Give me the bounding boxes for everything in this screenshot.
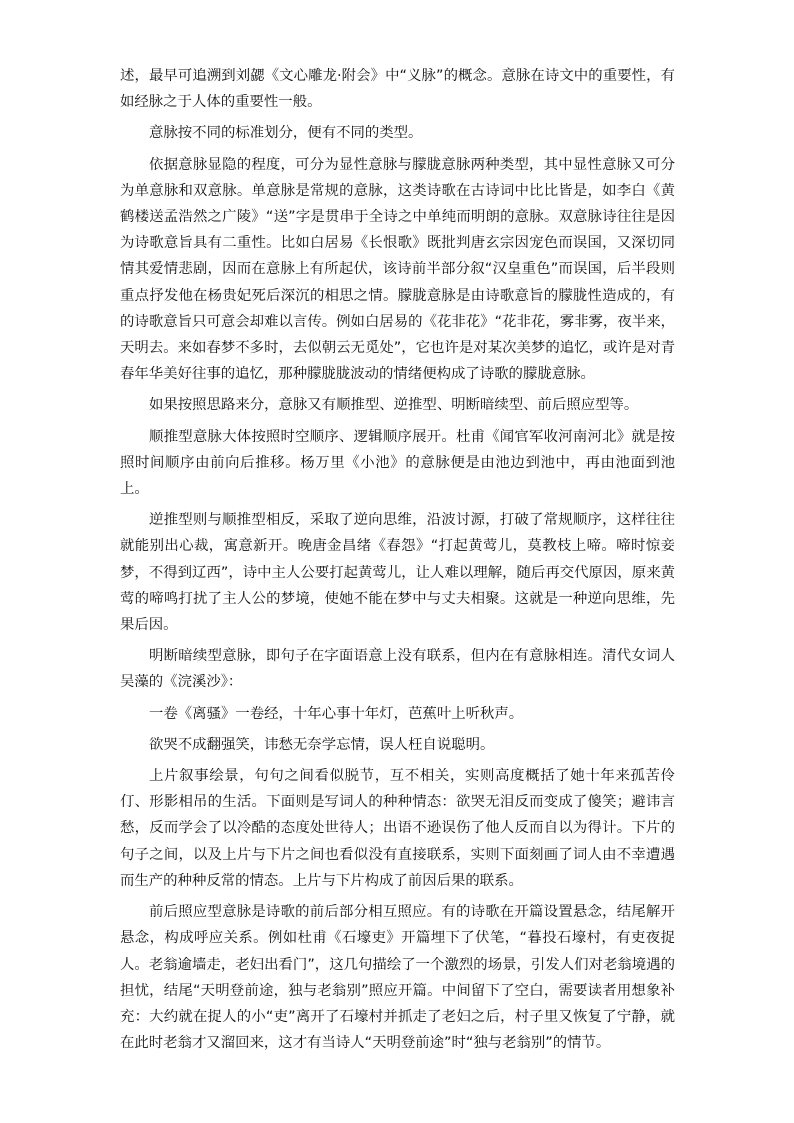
paragraph-echo-type: 前后照应型意脉是诗歌的前后部分相互照应。有的诗歌在开篇设置悬念，结尾解开悬念，构成呼应关系。例如杜甫《石壕吏》开篇埋下了伏笔，“暮投石壕村，有吏夜捉人。老翁逾墙走，老妇出看门”，这几句描绘了一个激烈的场景，引发人们对老翁境遇的担忧，结尾“天明登前途，独与老翁别”照应开篇。中间留下了空白，需要读者用想象补充：大约就在捉人的小“吏”离开了石壕村并抓走了老妇之后，村子里又恢复了宁静，就在此时老翁才又溜回来，这才有当诗人“天明登前途”时“独与老翁别”的情节。: [120, 904, 675, 1052]
article-body: [120, 63, 675, 1061]
paragraph-continuation: 述，最早可追溯到刘勰《文心雕龙·附会》中“义脉”的概念。意脉在诗文中的重要性，有如经脉之于人体的重要性一般。: [120, 68, 675, 111]
paragraph-types-intro: 意脉按不同的标准划分，便有不同的类型。: [149, 125, 423, 142]
paragraph-reverse-type: 逆推型则与顺推型相反，采取了逆向思维，沿波讨源，打破了常规顺序，这样往往就能别出心裁，寓意新开。晚唐金昌绪《春怨》“打起黄莺儿，莫教枝上啼。啼时惊妾梦，不得到辽西”，诗中主人公要打起黄莺儿，让人难以理解，随后再交代原因，原来黄莺的啼鸣打扰了主人公的梦境，使她不能在梦中与丈夫相聚。这就是一种逆向思维，先果后因。: [120, 512, 675, 634]
paragraph-forward-type: 顺推型意脉大体按照时空顺序、逻辑顺序展开。杜甫《闻官军收河南河北》就是按照时间顺序由前向后推移。杨万里《小池》的意脉便是由池边到池中，再由池面到池上。: [120, 428, 675, 498]
paragraph-broken-continuous-type: 明断暗续型意脉，即句子在字面语意上没有联系，但内在有意脉相连。清代女词人吴藻的《浣溪沙》：: [120, 648, 675, 691]
paragraph-by-thought: 如果按照思路来分，意脉又有顺推型、逆推型、明断暗续型、前后照应型等。: [149, 397, 639, 414]
paragraph-explicit-vague: 依据意脉显隐的程度，可分为显性意脉与朦胧意脉两种类型，其中显性意脉又可分为单意脉和双意脉。单意脉是常规的意脉，这类诗歌在古诗词中比比皆是，如李白《黄鹤楼送孟浩然之广陵》“送”字是贯串于全诗之中单纯而明朗的意脉。双意脉诗往往是因为诗歌意旨具有二重性。比如白居易《长恨歌》既批判唐玄宗因宠色而误国，又深切同情其爱情悲剧，因而在意脉上有所起伏，该诗前半部分叙“汉皇重色”而误国，后半段则重点抒发他在杨贵妃死后深沉的相思之情。朦胧意脉是由诗歌意旨的朦胧性造成的，有的诗歌意旨只可意会却难以言传。例如白居易的《花非花》“花非花，雾非雾，夜半来，天明去。来如春梦不多时，去似朝云无觅处”，它也许是对某次美梦的追忆，或许是对青春年华美好往事的追忆，那种朦胧胧波动的情绪便构成了诗歌的朦胧意脉。: [120, 156, 675, 383]
paragraph-poem-analysis: 上片叙事绘景，句句之间看似脱节，互不相关，实则高度概括了她十年来孤苦伶仃、形影相吊的生活。下面则是写词人的种种情态：欲哭无泪反而变成了傻笑；避讳言愁，反而学会了以冷酷的态度处世待人；出语不逊误伤了他人反而自以为得计。下片的句子之间，以及上片与下片之间也看似没有直接联系，实则下面刻画了词人由不幸遭遇而生产的种种反常的情态。上片与下片构成了前因后果的联系。: [120, 768, 675, 889]
poem-line-2: 欲哭不成翻强笑，讳愁无奈学忘情，误人枉自说聪明。: [149, 736, 495, 753]
poem-line-1: 一卷《离骚》一卷经，十年心事十年灯，芭蕉叶上听秋声。: [149, 705, 524, 722]
